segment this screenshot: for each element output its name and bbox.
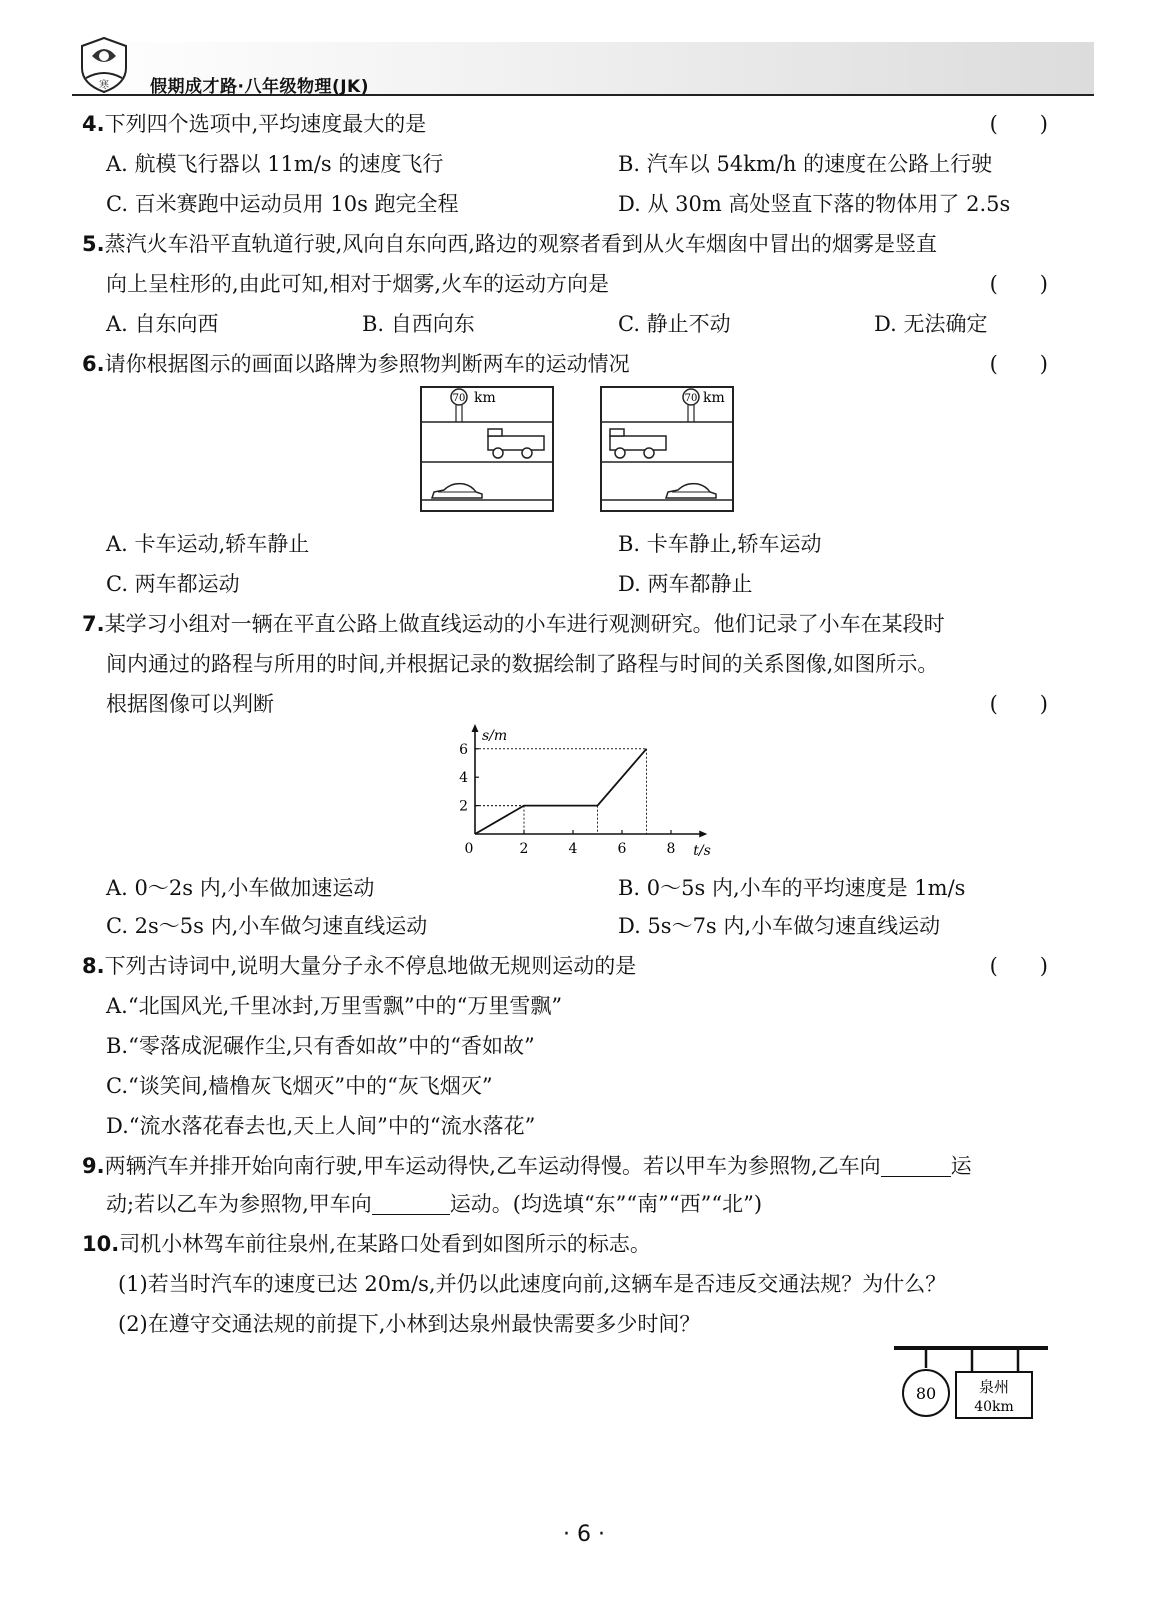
header-title: 假期成才路·八年级物理(JK) <box>150 77 369 97</box>
q7-option-c: C. 2s～5s 内,小车做匀速直线运动 <box>106 914 428 938</box>
answer-blank-2[interactable] <box>372 1193 450 1215</box>
question-number: 6. <box>82 352 105 376</box>
question-text: 运动。(均选填“东”“南”“西”“北”) <box>449 1192 763 1216</box>
publisher-logo <box>76 34 132 96</box>
question-6-stem <box>82 348 1048 378</box>
x-tick-label: 4 <box>568 841 578 857</box>
question-10-stem <box>82 1228 651 1258</box>
distance-time-line <box>475 749 647 834</box>
y-axis-label: s/m <box>482 728 508 744</box>
speed-limit-sign-icon <box>903 1370 949 1416</box>
q4-option-b: B. 汽车以 54km/h 的速度在公路上行驶 <box>618 152 993 176</box>
q4-option-a: A. 航模飞行器以 11m/s 的速度飞行 <box>106 152 444 176</box>
question-7-stem-line1 <box>82 608 945 638</box>
q7-option-d: D. 5s～7s 内,小车做匀速直线运动 <box>618 914 941 938</box>
question-text: 两辆汽车并排开始向南行驶,甲车运动得快,乙车运动得慢。若以甲车为参照物,乙车向 <box>104 1154 881 1178</box>
question-5-stem-line2 <box>106 268 1048 298</box>
q5-option-a: A. 自东向西 <box>106 312 219 336</box>
question-text: 运 <box>950 1154 972 1178</box>
x-tick-label: 0 <box>464 841 474 857</box>
question-number: 9. <box>82 1154 105 1178</box>
q6-option-c: C. 两车都运动 <box>106 572 240 596</box>
question-7-stem-line3 <box>106 688 1048 718</box>
question-text: 某学习小组对一辆在平直公路上做直线运动的小车进行观测研究。他们记录了小车在某段时 <box>104 612 945 636</box>
answer-blank-1[interactable] <box>881 1155 951 1177</box>
y-tick-label: 4 <box>459 770 468 787</box>
x-tick-label: 6 <box>617 841 627 857</box>
q6-option-d: D. 两车都静止 <box>618 572 753 596</box>
question-text: 蒸汽火车沿平直轨道行驶,风向自东向西,路边的观察者看到从火车烟囱中冒出的烟雾是竖直 <box>104 232 937 256</box>
answer-parentheses: ( ) <box>989 692 1048 716</box>
x-tick-label: 8 <box>666 841 676 857</box>
q6-scene-1 <box>420 386 554 512</box>
distance-sign-icon <box>956 1372 1032 1418</box>
question-text: 请你根据图示的画面以路牌为参照物判断两车的运动情况 <box>104 352 630 376</box>
svg-text:40km: 40km <box>974 1399 1014 1415</box>
question-5-stem-line1 <box>82 228 937 258</box>
answer-parentheses: ( ) <box>989 954 1048 978</box>
question-number: 7. <box>82 612 105 636</box>
question-text: 动;若以乙车为参照物,甲车向 <box>106 1192 372 1216</box>
y-axis-arrow <box>472 724 479 732</box>
question-9-line1 <box>82 1150 972 1180</box>
question-text: 根据图像可以判断 <box>106 692 274 716</box>
question-4-stem <box>82 108 1048 138</box>
answer-parentheses: ( ) <box>989 112 1048 136</box>
page-header <box>72 28 1094 98</box>
question-7-stem-line2: 间内通过的路程与所用的时间,并根据记录的数据绘制了路程与时间的关系图像,如图所示。 <box>106 652 939 676</box>
question-8-stem <box>82 950 1048 980</box>
svg-text:80: 80 <box>915 1384 937 1403</box>
q8-option-a: A.“北国风光,千里冰封,万里雪飘”中的“万里雪飘” <box>106 994 563 1018</box>
sign-unit-label: km <box>703 390 725 406</box>
q5-option-c: C. 静止不动 <box>618 312 731 336</box>
question-text: 下列四个选项中,平均速度最大的是 <box>104 112 427 136</box>
q4-option-d: D. 从 30m 高处竖直下落的物体用了 2.5s <box>618 192 1011 216</box>
q6-option-b: B. 卡车静止,轿车运动 <box>618 532 822 556</box>
question-9-line2 <box>106 1188 762 1218</box>
question-text: 下列古诗词中,说明大量分子永不停息地做无规则运动的是 <box>104 954 637 978</box>
svg-text:泉州: 泉州 <box>978 1378 1010 1396</box>
q10-subquestion-2: (2)在遵守交通法规的前提下,小林到达泉州最快需要多少时间？ <box>118 1312 701 1336</box>
q8-option-c: C.“谈笑间,樯橹灰飞烟灭”中的“灰飞烟灭” <box>106 1074 493 1098</box>
x-axis-arrow <box>699 831 707 838</box>
q8-option-d: D.“流水落花春去也,天上人间”中的“流水落花” <box>106 1114 536 1138</box>
question-text: 向上呈柱形的,由此可知,相对于烟雾,火车的运动方向是 <box>106 272 610 296</box>
question-number: 10. <box>82 1232 120 1256</box>
sign-unit-label: km <box>474 390 496 406</box>
question-text: 司机小林驾车前往泉州,在某路口处看到如图所示的标志。 <box>119 1232 651 1256</box>
question-number: 5. <box>82 232 105 256</box>
q6-scene-2 <box>600 386 734 512</box>
s-t-graph <box>450 724 711 860</box>
question-number: 4. <box>82 112 105 136</box>
q8-option-b: B.“零落成泥碾作尘,只有香如故”中的“香如故” <box>106 1034 535 1058</box>
x-tick-label: 2 <box>519 841 529 857</box>
q10-subquestion-1: (1)若当时汽车的速度已达 20m/s,并仍以此速度向前,这辆车是否违反交通法规？为什么？ <box>118 1272 947 1296</box>
answer-parentheses: ( ) <box>989 272 1048 296</box>
y-tick-label: 2 <box>459 798 468 815</box>
y-tick-label: 6 <box>459 741 468 758</box>
svg-text:寒: 寒 <box>99 80 109 91</box>
question-number: 8. <box>82 954 105 978</box>
svg-text:70: 70 <box>684 393 698 404</box>
q6-option-a: A. 卡车运动,轿车静止 <box>106 532 310 556</box>
q4-option-c: C. 百米赛跑中运动员用 10s 跑完全程 <box>106 192 459 216</box>
q7-option-b: B. 0～5s 内,小车的平均速度是 1m/s <box>618 876 966 900</box>
q5-option-d: D. 无法确定 <box>874 312 988 336</box>
svg-text:70: 70 <box>452 393 466 404</box>
q5-option-b: B. 自西向东 <box>362 312 475 336</box>
answer-parentheses: ( ) <box>989 352 1048 376</box>
x-axis-label: t/s <box>693 843 711 859</box>
page-number: · 6 · <box>563 1522 605 1547</box>
q7-option-a: A. 0～2s 内,小车做加速运动 <box>106 876 375 900</box>
traffic-sign <box>892 1342 1052 1424</box>
